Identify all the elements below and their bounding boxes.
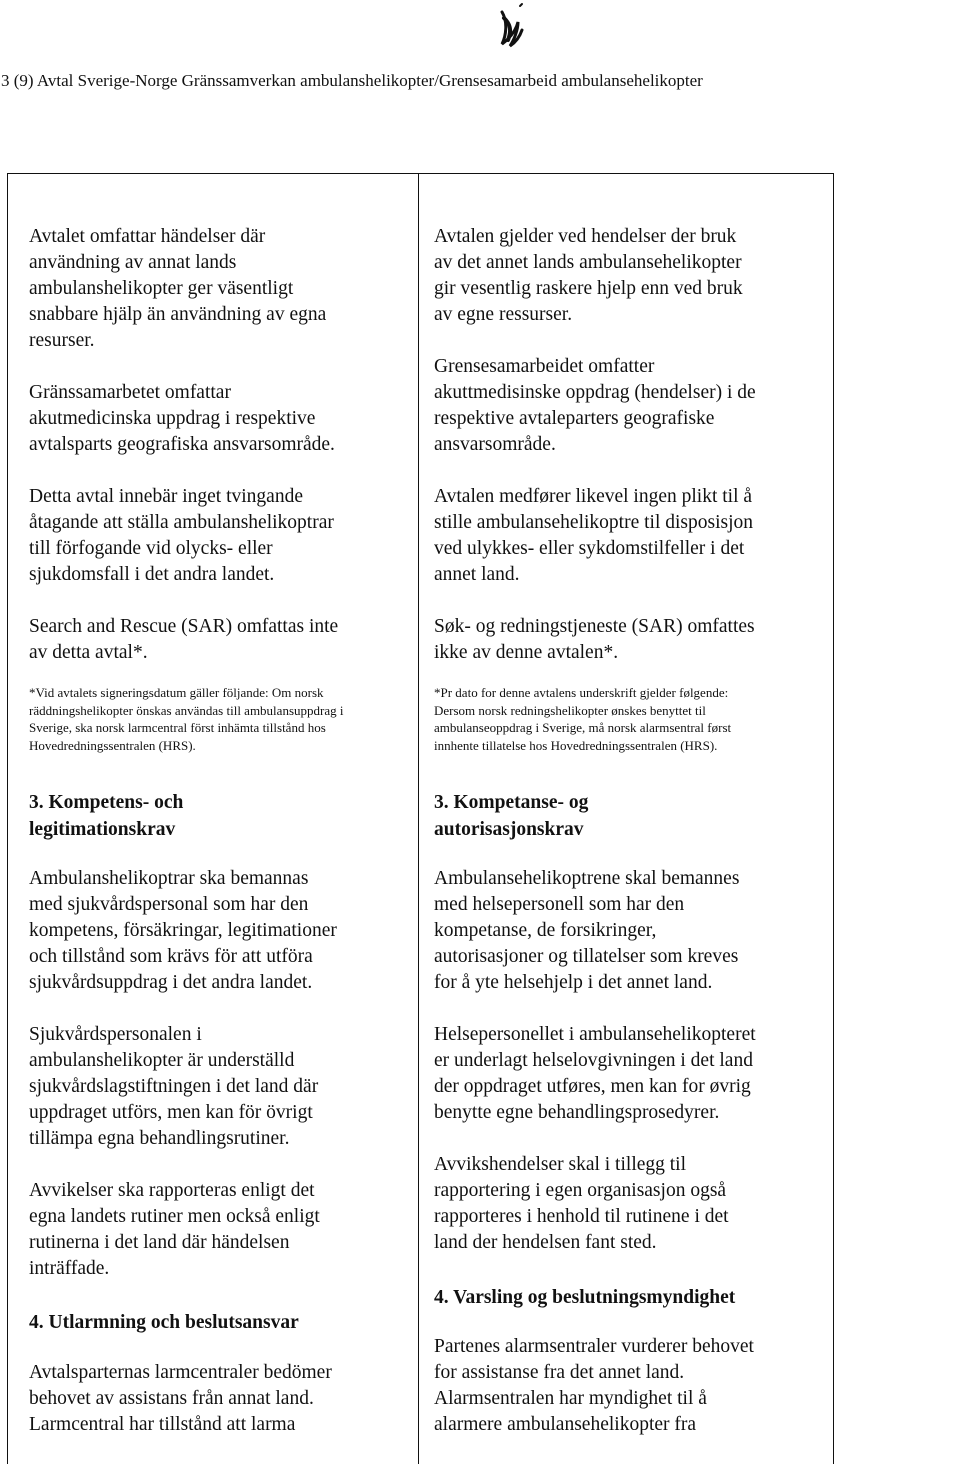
no-no-obligation-paragraph: Avtalen medfører likevel ingen plikt til å stille ambulansehelikoptre til disposisjon ved ulykkes- eller sykdomstilfeller i det annet land. — [434, 486, 754, 585]
no-scope-paragraph: Avtalen gjelder ved hendelser der bruk av det annet lands ambulansehelikopter gir vesentlig raskere hjelp enn ved bruk av egne ressurser. — [434, 226, 743, 325]
signature-mark — [480, 0, 540, 55]
no-deviations-paragraph: Avvikshendelser skal i tillegg til rapportering i egen organisasjon også rapporteres i henhold til rutinene i det land der hendelsen fant sted. — [434, 1154, 729, 1253]
no-personnel-paragraph: Helsepersonellet i ambulansehelikopteret er underlagt helselovgivningen i det land der oppdraget utføres, men kan for øvrig benytte egne behandlingsprosedyrer. — [434, 1024, 756, 1123]
no-footnote: *Pr dato for denne avtalens underskrift gjelder følgende: Dersom norsk redningshelikopter ønskes benyttet til ambulanseoppdrag i Sverige, må norsk alarmsentral først innhente tillatelse hos Hovedredningssentralen (HRS). — [434, 685, 732, 753]
bilingual-table — [7, 173, 834, 1464]
sv-section-3-heading: 3. Kompetens- och legitimationskrav — [29, 792, 184, 840]
sv-competence-paragraph: Ambulanshelikoptrar ska bemannas med sjukvårdspersonal som har den kompetens, försäkringar, legitimationer och tillstånd som krävs för att utföra sjukvårdsuppdrag i det andra landet. — [29, 868, 337, 993]
no-section-4-heading: 4. Varsling og beslutningsmyndighet — [434, 1287, 736, 1308]
sv-no-obligation-paragraph: Detta avtal innebär inget tvingande åtagande att ställa ambulanshelikoptrar till förfogande vid olycks- eller sjukdomsfall i det andra landet. — [29, 486, 334, 585]
no-border-cooperation-paragraph: Grensesamarbeidet omfatter akuttmedisinske oppdrag (hendelser) i de respektive avtaleparters geografiske ansvarsområde. — [434, 356, 756, 455]
no-competence-paragraph: Ambulansehelikoptrene skal bemannes med helsepersonell som har den kompetanse, de forsikringer, autorisasjoner og tillatelser som kreves for å yte helsehjelp i det annet land. — [434, 868, 740, 993]
no-sar-paragraph: Søk- og redningstjeneste (SAR) omfattes ikke av denne avtalen*. — [434, 616, 755, 663]
no-section-3-heading: 3. Kompetanse- og autorisasjonskrav — [434, 792, 589, 840]
sv-deviations-paragraph: Avvikelser ska rapporteras enligt det egna landets rutiner men också enligt rutinerna i det land där händelsen inträffade. — [29, 1180, 320, 1279]
sv-footnote: *Vid avtalets signeringsdatum gäller följande: Om norsk räddningshelikopter önskas användas till ambulansuppdrag i Sverige, ska norsk larmcentral först inhämta tillstånd hos Hovedredningssentralen (HRS). — [29, 685, 344, 753]
page-header: 3 (9) Avtal Sverige-Norge Gränssamverkan ambulanshelikopter/Grensesamarbeid ambulansehelikopter — [1, 71, 703, 90]
sv-scope-paragraph: Avtalet omfattar händelser där användning av annat lands ambulanshelikopter ger väsentligt snabbare hjälp än användning av egna resurser. — [29, 226, 327, 351]
sv-sar-paragraph: Search and Rescue (SAR) omfattas inte av detta avtal*. — [29, 616, 339, 663]
no-alarm-paragraph: Partenes alarmsentraler vurderer behovet for assistanse fra det annet land. Alarmsentralen har myndighet til å alarmere ambulansehelikopter fra — [434, 1336, 754, 1435]
sv-border-cooperation-paragraph: Gränssamarbetet omfattar akutmedicinska uppdrag i respektive avtalsparts geografiska ansvarsområde. — [29, 382, 335, 455]
sv-personnel-paragraph: Sjukvårdspersonalen i ambulanshelikopter är underställd sjukvårdslagstiftningen i det land där uppdraget utförs, men kan för övrigt tillämpa egna behandlingsrutiner. — [29, 1024, 319, 1149]
sv-alarm-paragraph: Avtalsparternas larmcentraler bedömer behovet av assistans från annat land. Larmcentral har tillstånd att larma — [29, 1362, 332, 1435]
sv-section-4-heading: 4. Utlarmning och beslutsansvar — [29, 1312, 299, 1333]
